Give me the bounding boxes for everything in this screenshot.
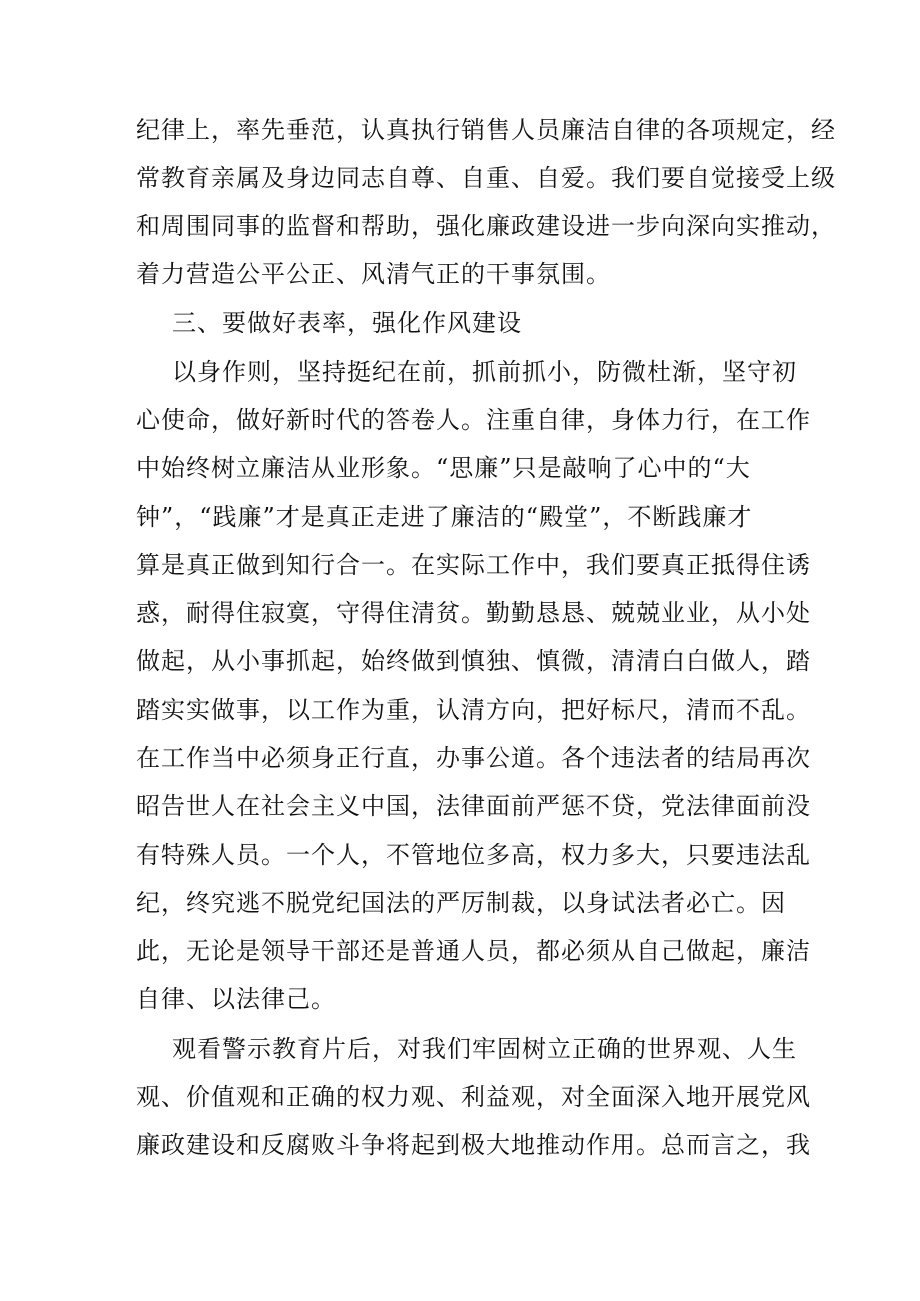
- text-line: 昭告世人在社会主义中国，法律面前严惩不贷，党法律面前没: [136, 792, 811, 820]
- text-line: 以身作则，坚持挺纪在前，抓前抓小，防微杜渐，坚守初: [172, 358, 797, 386]
- text-line: 观、价值观和正确的权力观、利益观，对全面深入地开展党风: [136, 1083, 811, 1111]
- text-line: 踏实实做事，以工作为重，认清方向，把好标尺，清而不乱。: [136, 696, 811, 724]
- text-line: 观看警示教育片后，对我们牢固树立正确的世界观、人生: [172, 1035, 797, 1063]
- text-line: 着力营造公平公正、风清气正的干事氛围。: [136, 260, 611, 288]
- text-line: 惑，耐得住寂寞，守得住清贫。勤勤恳恳、兢兢业业，从小处: [136, 599, 811, 627]
- text-line: 算是真正做到知行合一。在实际工作中，我们要真正抵得住诱: [136, 551, 811, 579]
- text-line: 有特殊人员。一个人，不管地位多高，权力多大，只要违法乱: [136, 841, 811, 869]
- text-line: 纪，终究逃不脱党纪国法的严厉制裁，以身试法者必亡。因: [136, 889, 786, 917]
- text-line: 常教育亲属及身边同志自尊、自重、自爱。我们要自觉接受上级: [136, 164, 836, 192]
- text-line: 心使命，做好新时代的答卷人。注重自律，身体力行，在工作: [136, 406, 811, 434]
- text-line: 自律、以法律己。: [136, 985, 336, 1013]
- text-line: 此，无论是领导干部还是普通人员，都必须从自己做起，廉洁: [136, 937, 811, 965]
- section-heading: 三、要做好表率，强化作风建设: [172, 309, 522, 337]
- text-line: 在工作当中必须身正行直，办事公道。各个违法者的结局再次: [136, 744, 811, 772]
- text-line: 纪律上，率先垂范，认真执行销售人员廉洁自律的各项规定，经: [136, 116, 836, 144]
- text-line: 和周围同事的监督和帮助，强化廉政建设进一步向深向实推动，: [136, 212, 836, 240]
- text-line: 中始终树立廉洁从业形象。“思廉”只是敲响了心中的“大: [136, 454, 751, 482]
- text-line: 做起，从小事抓起，始终做到慎独、慎微，清清白白做人，踏: [136, 647, 811, 675]
- text-line: 廉政建设和反腐败斗争将起到极大地推动作用。总而言之，我: [136, 1131, 811, 1159]
- text-line: 钟”，“践廉”才是真正走进了廉洁的“殿堂”，不断践廉才: [136, 503, 753, 531]
